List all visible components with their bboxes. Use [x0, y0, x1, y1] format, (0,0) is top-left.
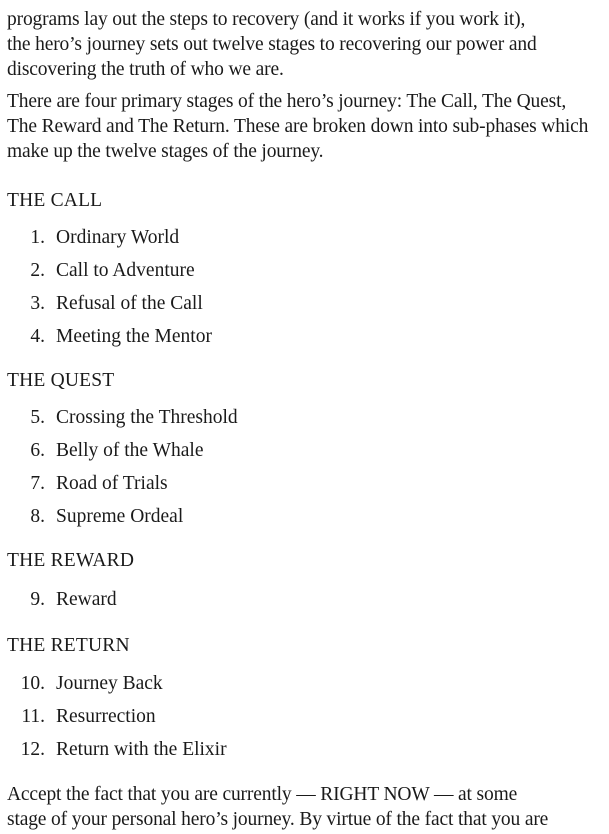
- stage-label: Refusal of the Call: [56, 293, 203, 314]
- stage-item: [7, 737, 227, 770]
- stage-item: [7, 671, 227, 704]
- text-line: The Reward and The Return. These are broken down into sub-phases which: [7, 116, 589, 137]
- stage-number: 2.: [30, 260, 45, 281]
- text-line: stage of your personal hero’s journey. By virtue of the fact that you are: [7, 809, 549, 830]
- stage-item: [7, 504, 238, 537]
- closing-paragraph: [7, 782, 548, 832]
- stage-item: [7, 291, 212, 324]
- stage-label: Meeting the Mentor: [56, 326, 212, 347]
- stage-number: 1.: [30, 227, 45, 248]
- stage-label: Return with the Elixir: [56, 739, 227, 760]
- section-heading: THE REWARD: [7, 550, 135, 571]
- stage-number: 12.: [20, 739, 45, 760]
- stage-number: 6.: [30, 440, 45, 461]
- stages-intro-paragraph: [7, 89, 588, 164]
- stage-list-call: [7, 225, 212, 357]
- text-line: the hero’s journey sets out twelve stages to recovering our power and: [7, 34, 537, 55]
- stage-label: Reward: [56, 589, 117, 610]
- stage-item: [7, 324, 212, 357]
- stage-number: 9.: [30, 589, 45, 610]
- section-the-return: [7, 633, 130, 658]
- section-the-quest: [7, 368, 114, 393]
- text-line: Accept the fact that you are currently — RIGHT NOW — at some: [7, 784, 518, 805]
- stage-number: 7.: [30, 473, 45, 494]
- stage-label: Ordinary World: [56, 227, 180, 248]
- section-the-reward: [7, 548, 134, 573]
- text-line: discovering the truth of who we are.: [7, 59, 284, 80]
- stage-number: 11.: [21, 706, 45, 727]
- section-heading: THE QUEST: [7, 370, 115, 391]
- stage-item: [7, 704, 227, 737]
- stage-list-reward: [7, 587, 117, 620]
- stage-label: Journey Back: [56, 673, 163, 694]
- stage-list-quest: [7, 405, 238, 537]
- section-heading: THE RETURN: [7, 635, 130, 656]
- stage-label: Supreme Ordeal: [56, 506, 184, 527]
- stage-number: 10.: [20, 673, 45, 694]
- stage-list-return: [7, 671, 227, 770]
- stage-number: 8.: [30, 506, 45, 527]
- section-heading: THE CALL: [7, 190, 103, 211]
- intro-paragraph: [7, 7, 537, 82]
- stage-number: 4.: [30, 326, 45, 347]
- stage-label: Crossing the Threshold: [56, 407, 238, 428]
- stage-number: 5.: [30, 407, 45, 428]
- text-line: There are four primary stages of the hero’s journey: The Call, The Quest,: [7, 91, 567, 112]
- stage-number: 3.: [30, 293, 45, 314]
- stage-item: [7, 471, 238, 504]
- stage-label: Belly of the Whale: [56, 440, 204, 461]
- text-line: make up the twelve stages of the journey.: [7, 141, 324, 162]
- stage-label: Call to Adventure: [56, 260, 195, 281]
- stage-item: [7, 225, 212, 258]
- text-line: programs lay out the steps to recovery (and it works if you work it),: [7, 9, 526, 30]
- stage-label: Resurrection: [56, 706, 156, 727]
- stage-item: [7, 587, 117, 620]
- section-the-call: [7, 188, 102, 213]
- stage-label: Road of Trials: [56, 473, 168, 494]
- stage-item: [7, 405, 238, 438]
- stage-item: [7, 438, 238, 471]
- stage-item: [7, 258, 212, 291]
